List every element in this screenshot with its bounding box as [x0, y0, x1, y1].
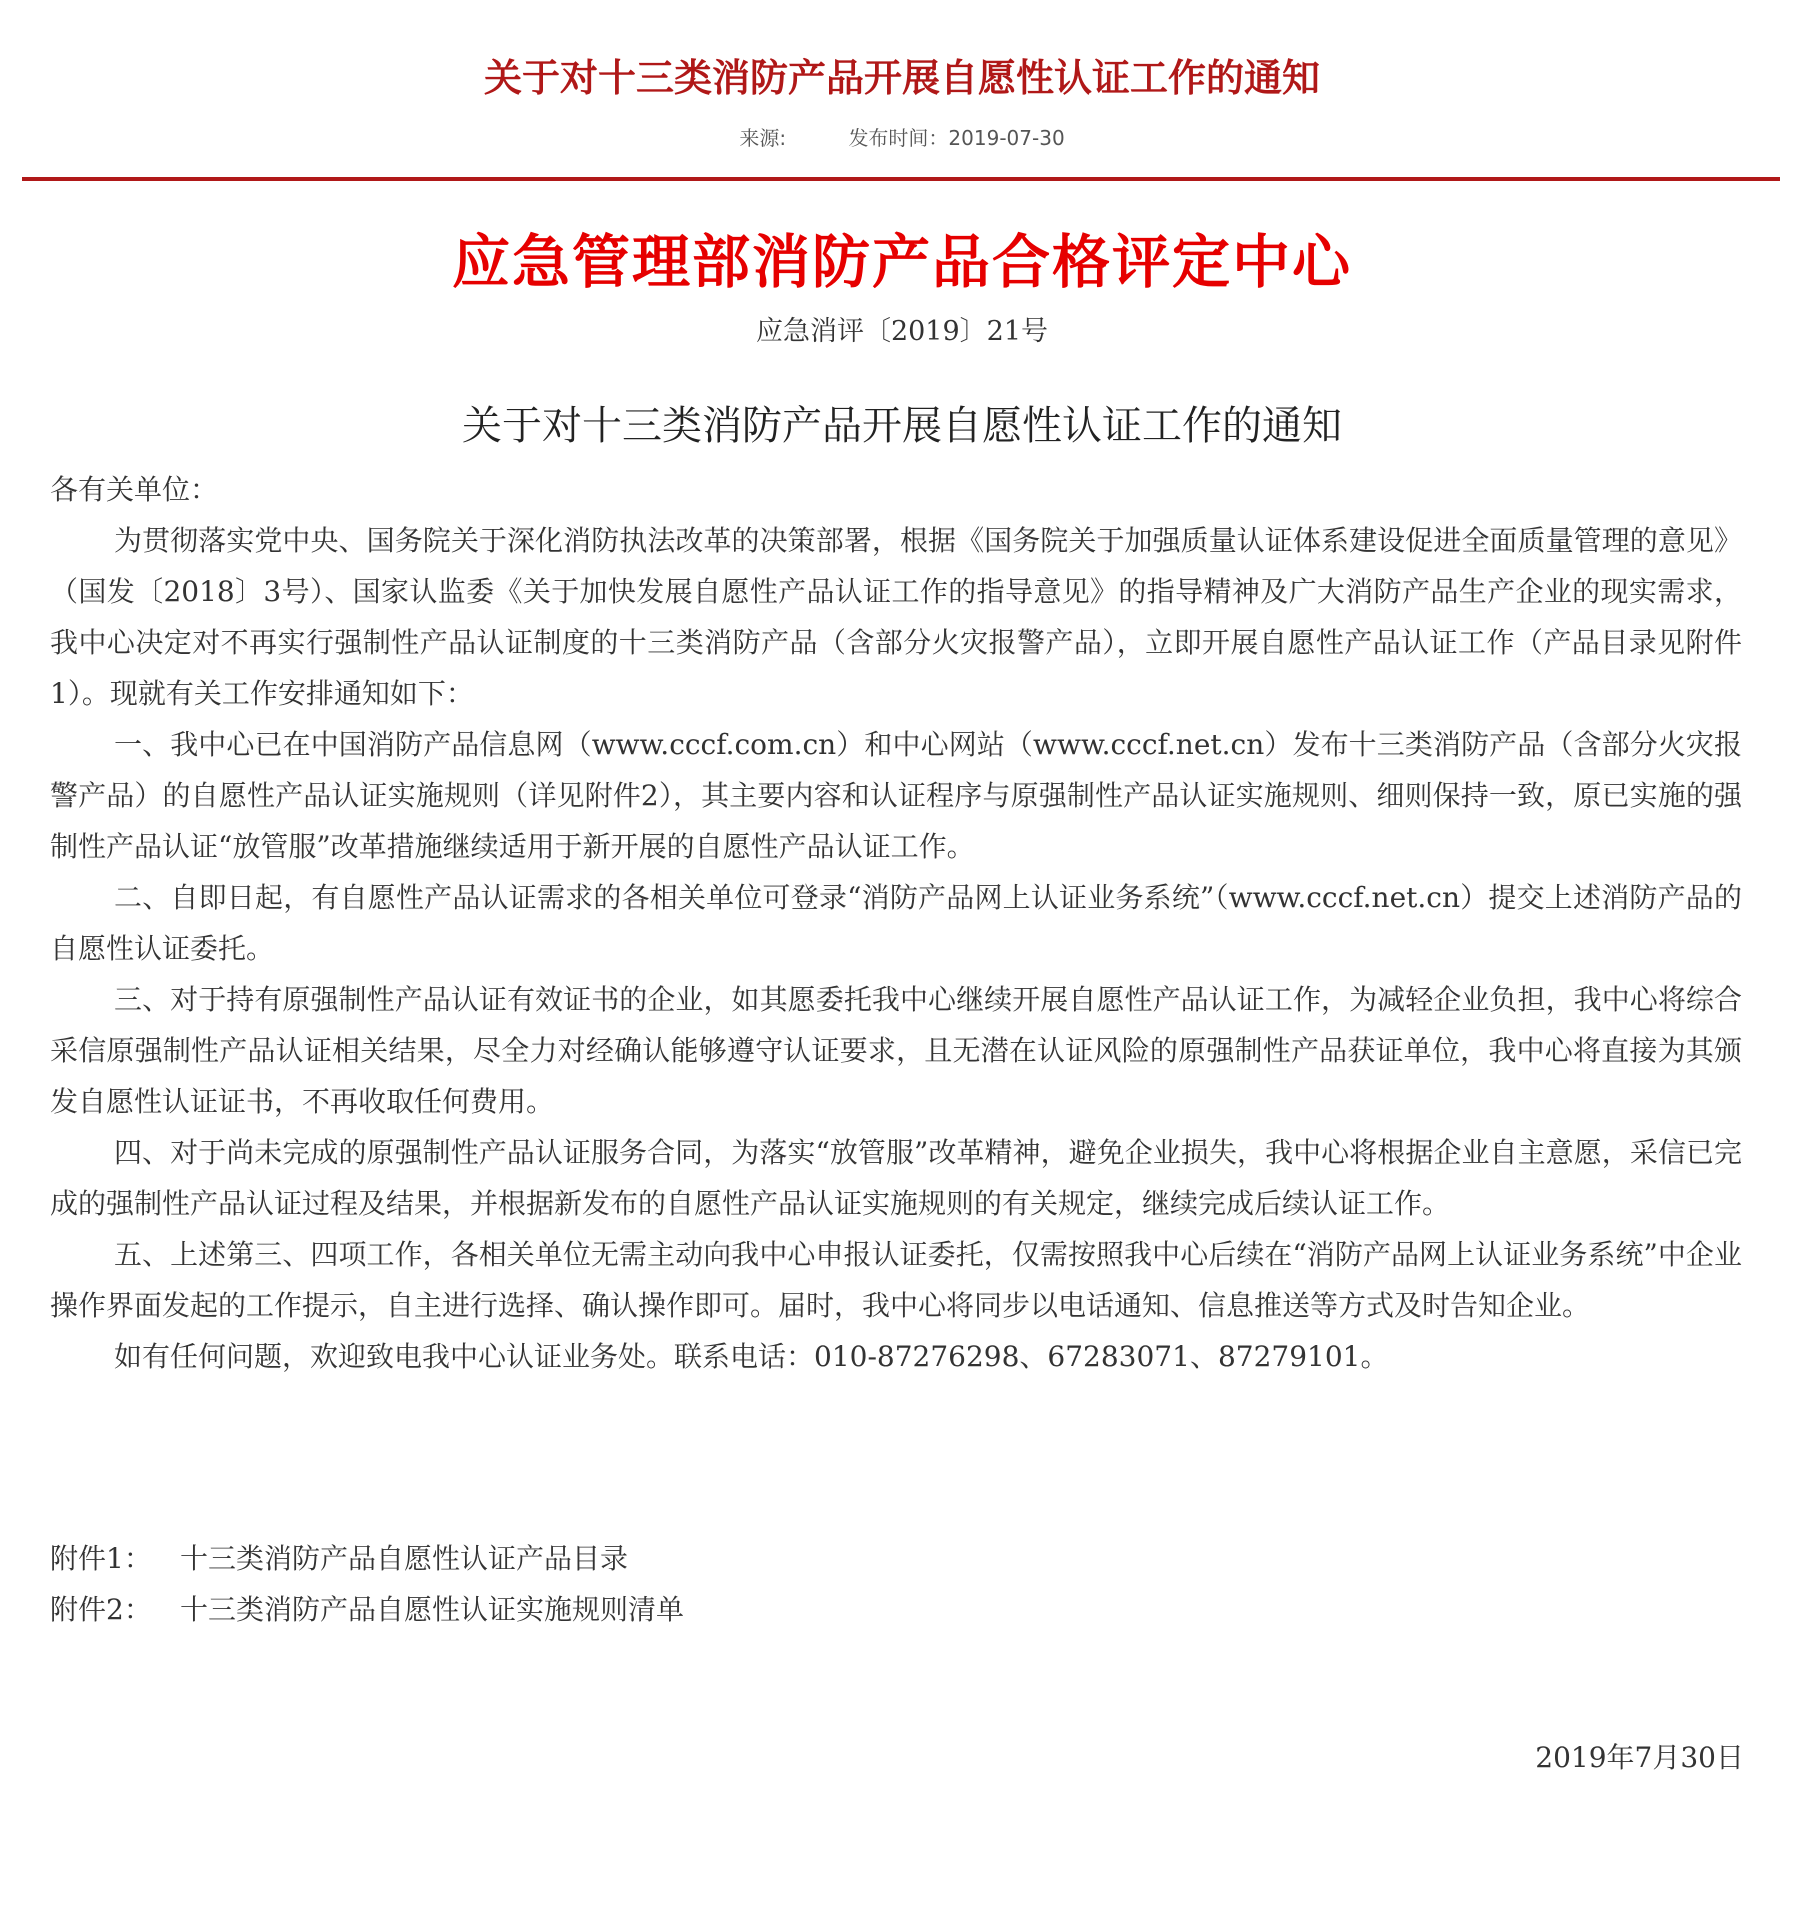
- page-title: 关于对十三类消防产品开展自愿性认证工作的通知: [483, 56, 1320, 100]
- attachment-label: 附件2：: [50, 1593, 152, 1626]
- publish-date: 发布时间：2019-07-30: [848, 126, 1065, 150]
- attachment-title: 十三类消防产品自愿性认证实施规则清单: [180, 1593, 685, 1626]
- signature-date: 2019年7月30日: [1535, 1741, 1744, 1774]
- body-paragraph: 二、自即日起，有自愿性产品认证需求的各相关单位可登录“消防产品网上认证业务系统”（www.cccf.net.cn）提交上述消防产品的自愿性认证委托。: [50, 881, 1742, 965]
- org-title: 应急管理部消防产品合格评定中心: [451, 228, 1352, 296]
- document-title: 关于对十三类消防产品开展自愿性认证工作的通知: [462, 403, 1342, 449]
- contact-paragraph: 如有任何问题，欢迎致电我中心认证业务处。联系电话：010-87276298、67283071、87279101。: [114, 1340, 1389, 1373]
- salutation: 各有关单位：: [50, 473, 219, 506]
- header-divider: [22, 177, 1780, 181]
- document-number: 应急消评〔2019〕21号: [755, 316, 1049, 347]
- attachment-title: 十三类消防产品自愿性认证产品目录: [180, 1542, 629, 1575]
- attachment-label: 附件1：: [50, 1542, 152, 1575]
- body-paragraph: 四、对于尚未完成的原强制性产品认证服务合同，为落实“放管服”改革精神，避免企业损失，我中心将根据企业自主意愿，采信已完成的强制性产品认证过程及结果，并根据新发布的自愿性产品认证实施规则的有关规定，继续完成后续认证工作。: [50, 1136, 1742, 1220]
- body-paragraph: 为贯彻落实党中央、国务院关于深化消防执法改革的决策部署，根据《国务院关于加强质量认证体系建设促进全面质量管理的意见》（国发〔2018〕3号）、国家认监委《关于加快发展自愿性产品认证工作的指导意见》的指导精神及广大消防产品生产企业的现实需求，我中心决定对不再实行强制性产品认证制度的十三类消防产品（含部分火灾报警产品），立即开展自愿性产品认证工作（产品目录见附件1）。现就有关工作安排通知如下：: [50, 524, 1742, 710]
- attachment-item[interactable]: [50, 1533, 1742, 1584]
- body-paragraph: 三、对于持有原强制性产品认证有效证书的企业，如其愿委托我中心继续开展自愿性产品认证工作，为减轻企业负担，我中心将综合采信原强制性产品认证相关结果，尽全力对经确认能够遵守认证要求，且无潜在认证风险的原强制性产品获证单位，我中心将直接为其颁发自愿性认证证书，不再收取任何费用。: [50, 983, 1742, 1118]
- attachment-item[interactable]: [50, 1584, 1742, 1635]
- source-label: 来源:: [739, 126, 787, 150]
- body-paragraph: 一、我中心已在中国消防产品信息网（www.cccf.com.cn）和中心网站（www.cccf.net.cn）发布十三类消防产品（含部分火灾报警产品）的自愿性产品认证实施规则（详见附件2），其主要内容和认证程序与原强制性产品认证实施规则、细则保持一致，原已实施的强制性产品认证“放管服”改革措施继续适用于新开展的自愿性产品认证工作。: [50, 728, 1742, 863]
- article-meta: [0, 122, 1804, 154]
- body-paragraph: 五、上述第三、四项工作，各相关单位无需主动向我中心申报认证委托，仅需按照我中心后续在“消防产品网上认证业务系统”中企业操作界面发起的工作提示，自主进行选择、确认操作即可。届时，我中心将同步以电话通知、信息推送等方式及时告知企业。: [50, 1238, 1742, 1322]
- document-body: [50, 464, 1742, 1382]
- attachment-list: [50, 1533, 1742, 1635]
